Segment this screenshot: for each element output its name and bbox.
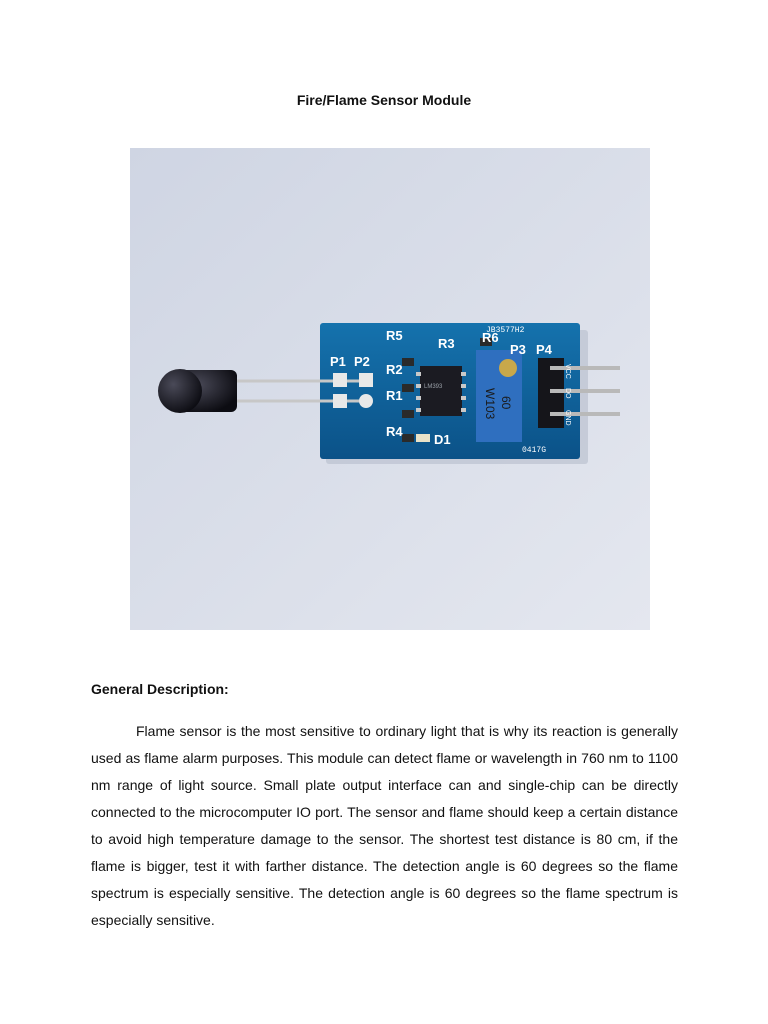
label-p4: P4 (536, 342, 552, 357)
label-p3: P3 (510, 342, 526, 357)
indicator-led (416, 434, 430, 442)
pot-marking-1: W103 (483, 388, 497, 420)
label-p1: P1 (330, 354, 346, 369)
pin-label-out: DO (564, 388, 571, 399)
chip-marking: LM393 (424, 384, 443, 390)
ir-led (158, 369, 237, 413)
label-r1: R1 (386, 388, 403, 403)
date-code: 0417G (522, 446, 547, 455)
label-d1: D1 (434, 432, 451, 447)
part-number: JB3577H2 (486, 326, 525, 335)
label-r3: R3 (438, 336, 455, 351)
sensor-module-photo (130, 148, 650, 630)
general-description-paragraph: Flame sensor is the most sensitive to ordinary light that is why its reaction is generally used as flame alarm purposes. This module can detect flame or wavelength in 760 nm to 1100 nm range of light source. Small plate output interface can and single-chip can be directly connected to the microcomputer IO port. The sensor and flame should keep a certain distance to avoid high temperature damage to the sensor. The shortest test distance is 80 cm, if the flame is bigger, test it with farther distance. The detection angle is 60 degrees so the flame spectrum is especially sensitive. The detection angle is 60 degrees so the flame spectrum is especially sensitive. (91, 723, 678, 928)
pin-label-vcc: VCC (564, 364, 571, 379)
label-r2: R2 (386, 362, 403, 377)
label-r4: R4 (386, 424, 403, 439)
lm393-chip (420, 366, 462, 416)
label-r6: R6 (482, 330, 499, 345)
section-heading: General Description: (91, 681, 229, 697)
pin-label-gnd: GND (564, 410, 571, 426)
label-p2: P2 (354, 354, 370, 369)
page-title: Fire/Flame Sensor Module (296, 92, 472, 108)
label-r5: R5 (386, 328, 403, 343)
pot-marking-2: 60 (499, 396, 513, 410)
potentiometer-screw (499, 359, 517, 377)
